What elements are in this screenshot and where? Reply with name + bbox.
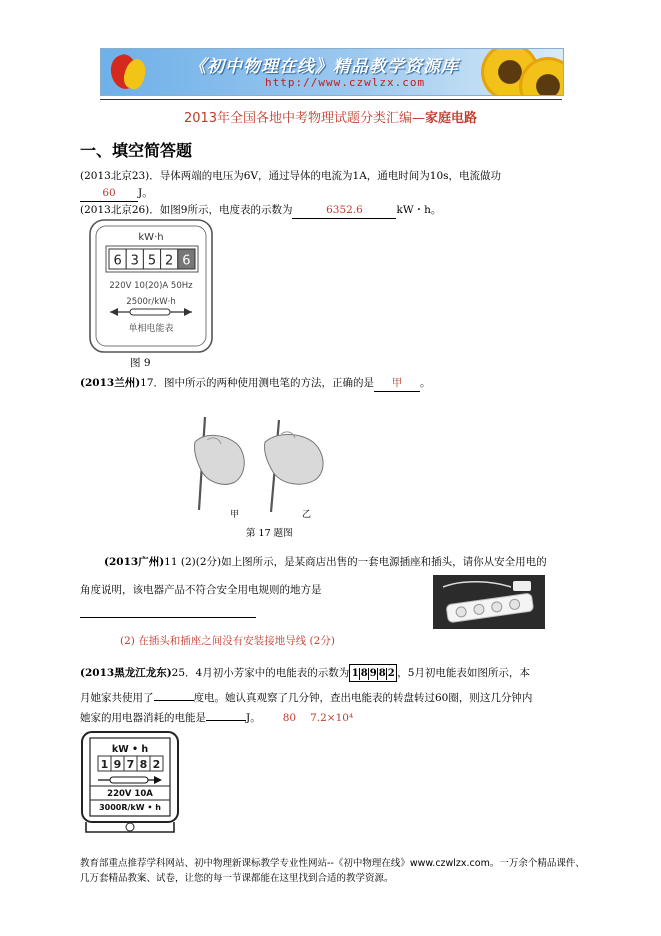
q5-text-line3: 她家的用电器消耗的电能是 — [80, 712, 206, 724]
meter5-unit: kW • h — [111, 744, 149, 755]
q2-unit: kW・h。 — [396, 204, 442, 216]
q5-source: (2013黑龙江龙东) — [80, 667, 172, 679]
meter9-specs: 220V 10(20)A 50Hz — [109, 281, 193, 291]
site-banner — [100, 48, 564, 96]
q5-answer2: 7.2×10⁴ — [310, 712, 354, 724]
meter5-digit: 8 — [139, 758, 148, 771]
meter5-digit: 2 — [152, 758, 161, 771]
meter9-digit: 3 — [130, 253, 139, 269]
q5-blank2 — [206, 720, 246, 721]
banner-title: 《初中物理在线》精品教学资源库 — [189, 57, 459, 77]
meter9-rev-label: 2500r/kW·h — [126, 297, 176, 307]
document-title-topic: 家庭电路 — [425, 111, 478, 126]
q2-source: (2013北京26) — [80, 204, 150, 216]
q5-initial-digit: 9 — [369, 668, 377, 679]
meter5-rev-label: 3000R/kW • h — [99, 803, 161, 812]
q4-source: (2013广州) — [104, 556, 165, 568]
q1-answer: 60 — [80, 185, 138, 202]
hand-right-icon — [264, 420, 323, 512]
q3-text: ．图中所示的两种使用测电笔的方法，正确的是 — [153, 377, 375, 389]
q5-text-line1-a: 25．4月初小芳家中的电能表的示数为 — [171, 667, 350, 679]
hand-left-icon — [194, 417, 244, 510]
meter9-name: 单相电能表 — [128, 324, 174, 334]
q5-blank1 — [154, 700, 194, 701]
q5-initial-digit: 8 — [360, 668, 368, 679]
figure-17-label-right: 乙 — [302, 510, 312, 520]
q1-text: ．导体两端的电压为6V，通过导体的电流为1A，通电时间为10s，电流做功 — [149, 170, 502, 182]
q5-electric-meter — [80, 730, 182, 836]
plug-icon — [513, 581, 531, 591]
q4-text-line2: 角度说明，该电器产品不符合安全用电规则的地方是 — [80, 584, 322, 596]
q5-text-line2-b: 度电。她认真观察了几分钟，查出电能表的转盘转过60圈，则这几分钟内 — [193, 692, 533, 704]
meter5-digit: 1 — [100, 758, 109, 771]
header-divider — [100, 99, 562, 100]
q3-end: 。 — [420, 377, 431, 389]
q5-text-line1-b: ，5月初电能表如图所示，本 — [397, 667, 530, 679]
q3-number: 17 — [140, 377, 154, 389]
figure-17-label-left: 甲 — [230, 510, 240, 520]
power-strip-photo — [433, 575, 545, 629]
q5-unit: J。 — [246, 712, 261, 724]
q3-source: (2013兰州) — [80, 377, 141, 389]
meter5-digit: 7 — [126, 758, 135, 771]
document-title-prefix: 2013年全国各地中考物理试题分类汇编— — [183, 111, 426, 126]
q4-answer-blank — [80, 617, 256, 618]
q5-answer1: 80 — [282, 712, 297, 724]
figure-9-electric-meter — [88, 218, 214, 354]
q5-initial-digit: 2 — [387, 668, 395, 679]
section-heading: 一、填空简答题 — [80, 141, 193, 160]
q5-initial-reading — [349, 664, 397, 682]
meter9-digit: 6 — [182, 253, 191, 269]
q5-initial-digit: 1 — [351, 668, 359, 679]
q1-unit: J。 — [138, 187, 153, 199]
q2-answer: 6352.6 — [292, 202, 396, 219]
q3-answer: 甲 — [374, 375, 420, 392]
meter9-digit: 2 — [165, 253, 174, 269]
figure-17-caption: 第 17 题图 — [246, 528, 293, 539]
q1-line1 — [80, 168, 501, 184]
footer-line1: 教育部重点推荐学科网站、初中物理新课标教学专业性网站--《初中物理在线》www.czwlzx.com。一万余个精品课件、 — [80, 858, 585, 869]
q5-line3 — [80, 710, 353, 726]
figure-9-caption: 图 9 — [130, 357, 151, 369]
figure-17-test-pens — [185, 412, 345, 522]
banner-url[interactable]: http://www.czwlzx.com — [265, 76, 426, 89]
q2-line — [80, 202, 441, 219]
page-footer — [80, 856, 600, 886]
meter9-digit: 5 — [147, 253, 157, 269]
q1-source: (2013北京23) — [80, 170, 150, 182]
q2-text: ．如图9所示，电度表的示数为 — [149, 204, 293, 216]
q4-answer: (2) 在插头和插座之间没有安装接地导线 (2分) — [120, 635, 335, 647]
q3-line — [80, 375, 431, 392]
footer-line2: 几万套精品教案、试卷，让您的每一节课都能在这里找到合适的教学资源。 — [80, 873, 394, 884]
document-title — [0, 107, 661, 126]
meter5-digit: 9 — [113, 758, 122, 771]
meter5-specs: 220V 10A — [107, 789, 153, 799]
screw-icon — [126, 823, 134, 831]
meter9-unit: kW·h — [138, 232, 164, 243]
q5-initial-digit: 8 — [378, 668, 386, 679]
q5-line1 — [80, 664, 530, 682]
q4-text-line1: 11 (2)(2分)如上图所示，是某商店出售的一套电源插座和插头，请你从安全用电的 — [164, 556, 547, 568]
meter9-digit: 6 — [113, 253, 122, 269]
q1-line2 — [80, 185, 153, 202]
q5-text-line2-a: 月她家共使用了 — [80, 692, 154, 704]
q4-line1 — [104, 554, 547, 570]
q5-line2 — [80, 690, 532, 706]
